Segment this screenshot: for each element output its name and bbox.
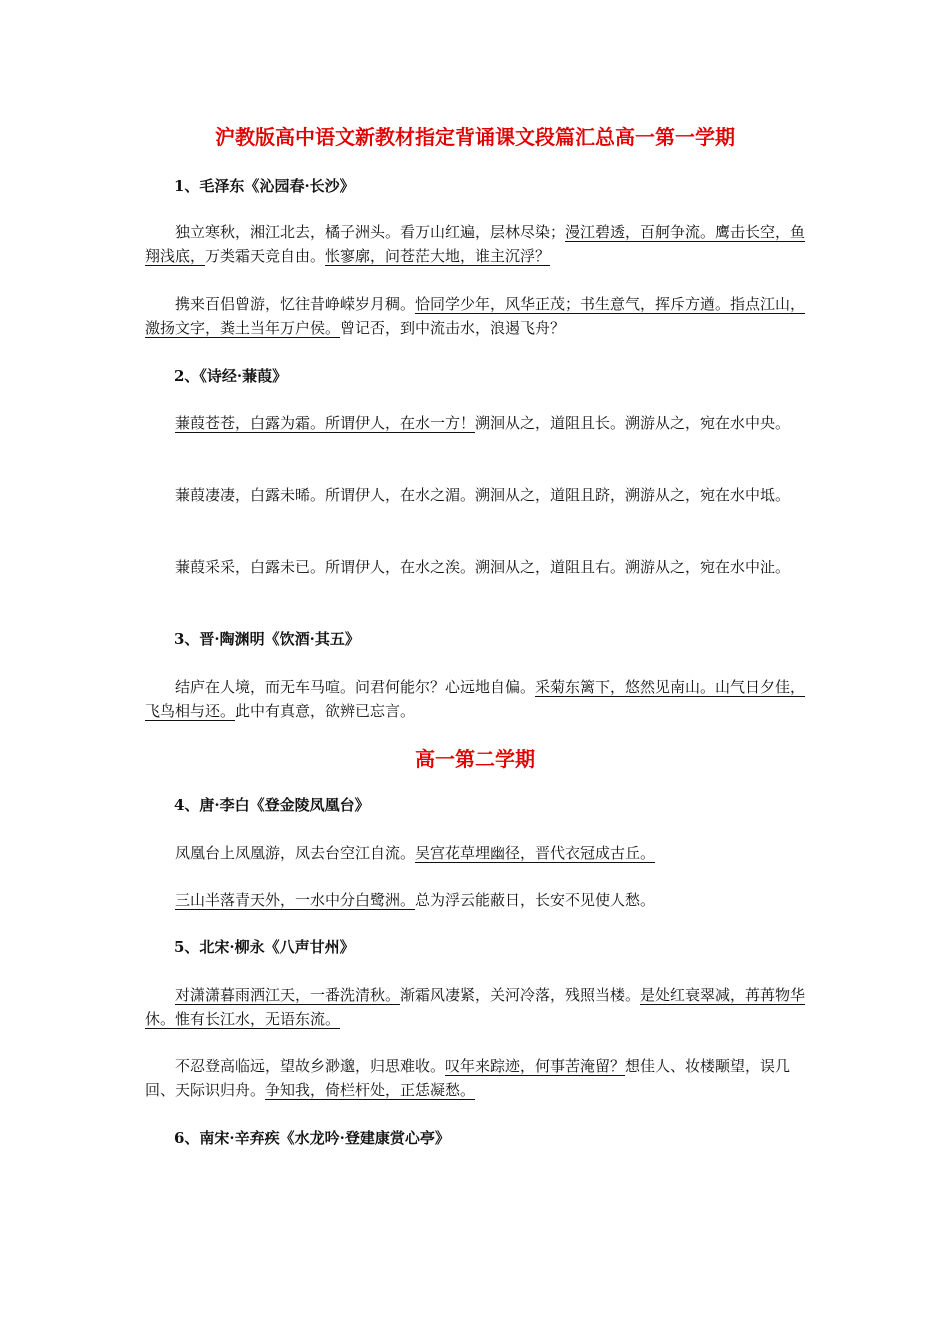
underlined-text-span: 叹年来踪迹，何事苦淹留？: [445, 1057, 626, 1075]
underlined-text-span: 漫江碧透，百舸争流。鹰击长空，鱼翔浅底，: [145, 223, 806, 265]
poem-1-paragraph-1: [145, 220, 815, 268]
underlined-text-span: 争知我，倚栏杆处，正恁凝愁。: [265, 1081, 476, 1099]
poem-5-paragraph-1: [145, 983, 815, 1031]
text-span: 独立寒秋，湘江北去，橘子洲头。看万山红遍，层林尽染；: [175, 223, 566, 241]
text-span: 万类霜天竞自由。: [205, 247, 326, 265]
poem-heading-5: 5、北宋·柳永《八声甘州》: [174, 938, 355, 956]
poem-heading-4: 4、唐·李白《登金陵凤凰台》: [174, 796, 370, 814]
poem-4-paragraph-1: [145, 841, 815, 865]
underlined-text-span: 蒹葭苍苍，白露为霜。所谓伊人，在水一方！: [175, 414, 476, 432]
poem-heading-2: 2、《诗经·蒹葭》: [174, 367, 288, 385]
text-span: 此中有真意，欲辨已忘言。: [235, 702, 416, 720]
poem-2-paragraph-3: [145, 555, 815, 579]
poem-5-paragraph-2: [145, 1054, 815, 1102]
poem-heading-6: 6、南宋·辛弃疾《水龙吟·登建康赏心亭》: [174, 1129, 450, 1147]
text-span: 携来百侣曾游，忆往昔峥嵘岁月稠。: [175, 295, 416, 313]
text-span: 蒹葭采采，白露未已。所谓伊人，在水之涘。溯洄从之，道阻且右。溯游从之，宛在水中沚。: [175, 558, 791, 576]
underlined-text-span: 三山半落青天外，一水中分白鹭洲。: [175, 891, 416, 909]
poem-4-paragraph-2: [145, 888, 815, 912]
text-span: 曾记否，到中流击水，浪遏飞舟？: [340, 319, 566, 337]
underlined-text-span: 恰同学少年，风华正茂；书生意气，挥斥方遒。指点江山，激扬文字，粪土当年万户侯。: [145, 295, 806, 337]
text-span: 凤凰台上凤凰游，凤去台空江自流。: [175, 844, 416, 862]
underlined-text-span: 对潇潇暮雨洒江天，一番洗清秋。: [175, 986, 401, 1004]
poem-heading-1: 1、毛泽东《沁园春·长沙》: [174, 177, 355, 195]
text-span: 总为浮云能蔽日，长安不见使人愁。: [415, 891, 656, 909]
poem-heading-3: 3、晋·陶渊明《饮酒·其五》: [174, 630, 360, 648]
text-span: 不忍登高临远，望故乡渺邈，归思难收。: [175, 1057, 446, 1075]
text-span: 溯洄从之，道阻且长。溯游从之，宛在水中央。: [475, 414, 791, 432]
text-span: 蒹葭凄凄，白露未晞。所谓伊人，在水之湄。溯洄从之，道阻且跻，溯游从之，宛在水中坻。: [175, 486, 791, 504]
underlined-text-span: 采菊东篱下，悠然见南山。山气日夕佳，飞鸟相与还。: [145, 678, 806, 720]
text-span: 想佳人、妆楼颙望，误几回、天际识归舟。: [145, 1057, 791, 1099]
poem-3-paragraph-1: [145, 675, 815, 723]
second-semester-title: 高一第二学期: [415, 747, 535, 771]
underlined-text-span: 是处红衰翠减，苒苒物华休。惟有长江水，无语东流。: [145, 986, 806, 1028]
poem-2-paragraph-1: [145, 411, 815, 435]
text-span: 渐霜风凄紧，关河冷落，残照当楼。: [400, 986, 641, 1004]
text-span: 结庐在人境，而无车马喧。问君何能尔？心远地自偏。: [175, 678, 536, 696]
poem-1-paragraph-2: [145, 292, 815, 340]
poem-2-paragraph-2: [145, 483, 815, 507]
document-title: 沪教版高中语文新教材指定背诵课文段篇汇总高一第一学期: [215, 125, 735, 149]
underlined-text-span: 吴宫花草埋幽径，晋代衣冠成古丘。: [415, 844, 656, 862]
underlined-text-span: 怅寥廓，问苍茫大地，谁主沉浮？: [325, 247, 551, 265]
